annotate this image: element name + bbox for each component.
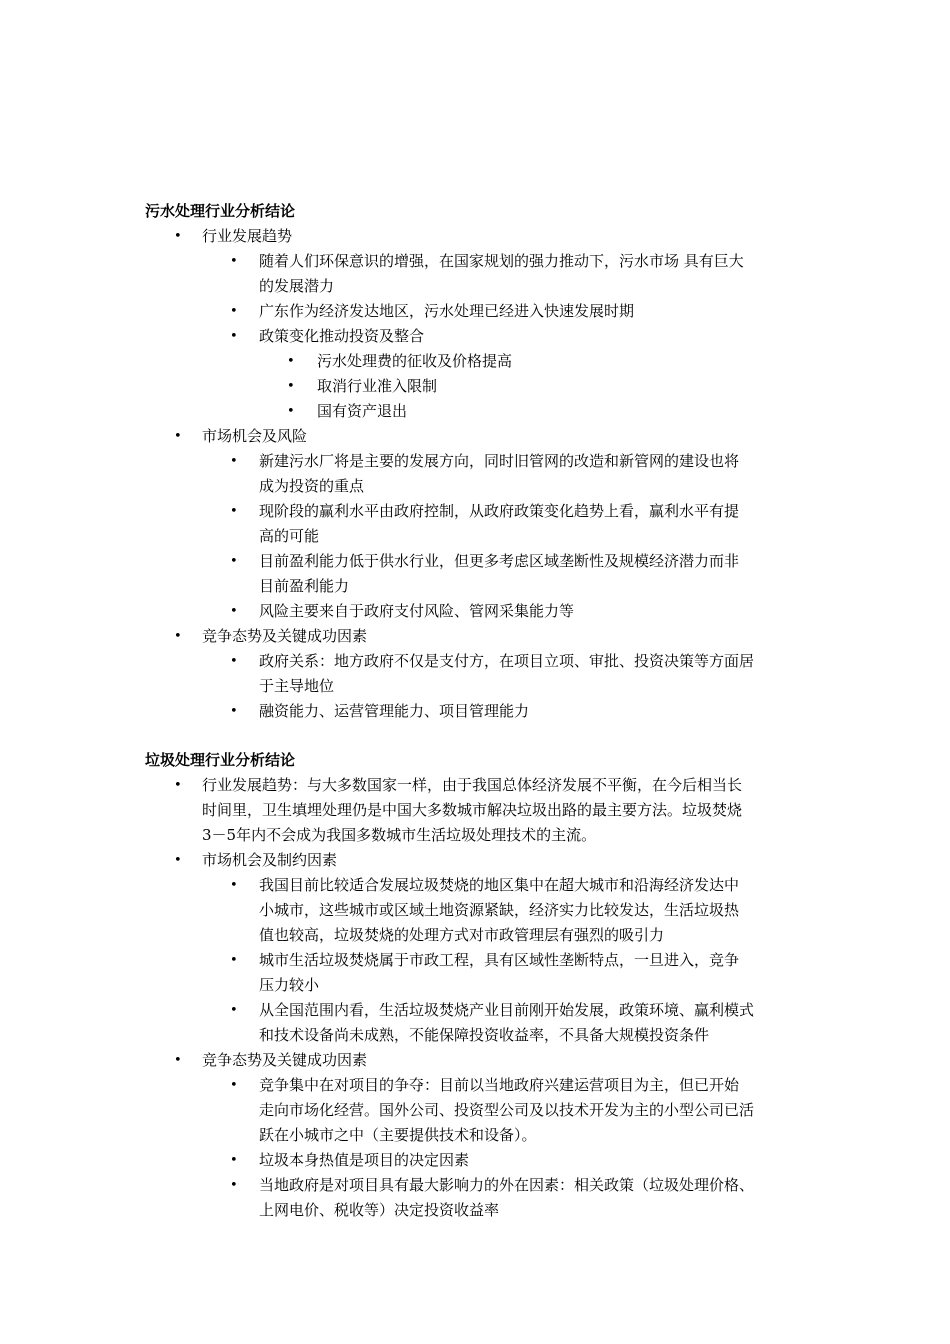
bullet-icon: •: [174, 629, 182, 644]
list-item: • 垃圾本身热值是项目的决定因素: [259, 1148, 811, 1173]
list-item: • 当地政府是对项目具有最大影响力的外在因素：相关政策（垃圾处理价格、 上网电价、税收等）决定投资收益率: [259, 1173, 811, 1223]
bullet-icon: •: [230, 654, 238, 669]
list-item: • 新建污水厂将是主要的发展方向，同时旧管网的改造和新管网的建设也将 成为投资的重点: [259, 449, 811, 499]
list-item: • 随着人们环保意识的增强，在国家规划的强力推动下，污水市场 具有巨大 的发展潜力: [259, 249, 811, 299]
bullet-icon: •: [287, 404, 295, 419]
bullet-icon: •: [174, 429, 182, 444]
list-item: • 国有资产退出: [317, 399, 811, 424]
bullet-icon: •: [287, 354, 295, 369]
bullet-icon: •: [230, 554, 238, 569]
bullet-icon: •: [230, 704, 238, 719]
list-item: • 竞争态势及关键成功因素: [202, 1048, 812, 1073]
bullet-icon: •: [230, 1078, 238, 1093]
bullet-icon: •: [230, 304, 238, 319]
list-item: • 市场机会及制约因素: [202, 848, 812, 873]
list-item: • 融资能力、运营管理能力、项目管理能力: [259, 699, 811, 724]
list-item: • 风险主要来自于政府支付风险、管网采集能力等: [259, 599, 811, 624]
bullet-icon: •: [230, 1003, 238, 1018]
list-item: • 现阶段的赢利水平由政府控制，从政府政策变化趋势上看，赢利水平有提 高的可能: [259, 499, 811, 549]
bullet-icon: •: [230, 878, 238, 893]
list-item: • 广东作为经济发达地区，污水处理已经进入快速发展时期: [259, 299, 811, 324]
list-item: • 市场机会及风险: [202, 424, 812, 449]
list-item: • 竞争集中在对项目的争夺：目前以当地政府兴建运营项目为主，但已开始 走向市场化经营。国外公司、投资型公司及以技术开发为主的小型公司已活 跃在小城市之中（主要提供技术和设备）。: [259, 1073, 811, 1148]
bullet-icon: •: [230, 504, 238, 519]
section-heading-garbage: 垃圾处理行业分析结论: [145, 751, 296, 769]
bullet-icon: •: [230, 454, 238, 469]
bullet-icon: •: [287, 379, 295, 394]
bullet-icon: •: [230, 329, 238, 344]
list-item: • 行业发展趋势：与大多数国家一样，由于我国总体经济发展不平衡，在今后相当长 时间里，卫生填埋处理仍是中国大多数城市解决垃圾出路的最主要方法。垃圾焚烧 3－5年内不会成为我国多数城市生活垃圾处理技术的主流。: [202, 773, 812, 848]
bullet-icon: •: [174, 853, 182, 868]
list-item: • 我国目前比较适合发展垃圾焚烧的地区集中在超大城市和沿海经济发达中 小城市，这些城市或区域土地资源紧缺，经济实力比较发达，生活垃圾热 值也较高，垃圾焚烧的处理方式对市政管理层有强烈的吸引力: [259, 873, 811, 948]
list-item: • 竞争态势及关键成功因素: [202, 624, 812, 649]
bullet-icon: •: [230, 1178, 238, 1193]
list-item: • 政策变化推动投资及整合: [259, 324, 811, 349]
list-item: • 城市生活垃圾焚烧属于市政工程，具有区域性垄断特点，一旦进入，竞争 压力较小: [259, 948, 811, 998]
list-item: • 政府关系：地方政府不仅是支付方，在项目立项、审批、投资决策等方面居 于主导地位: [259, 649, 811, 699]
section-heading-sewage: 污水处理行业分析结论: [145, 202, 296, 220]
list-item: • 行业发展趋势: [202, 224, 812, 249]
bullet-icon: •: [174, 229, 182, 244]
list-item: • 从全国范围内看，生活垃圾焚烧产业目前刚开始发展，政策环境、赢利模式 和技术设备尚未成熟，不能保障投资收益率，不具备大规模投资条件: [259, 998, 811, 1048]
list-item: • 取消行业准入限制: [317, 374, 811, 399]
bullet-icon: •: [230, 953, 238, 968]
bullet-icon: •: [230, 254, 238, 269]
bullet-icon: •: [230, 1153, 238, 1168]
list-item: • 目前盈利能力低于供水行业，但更多考虑区域垄断性及规模经济潜力而非 目前盈利能力: [259, 549, 811, 599]
bullet-icon: •: [174, 1053, 182, 1068]
bullet-icon: •: [230, 604, 238, 619]
bullet-icon: •: [174, 778, 182, 793]
list-item: • 污水处理费的征收及价格提高: [317, 349, 811, 374]
